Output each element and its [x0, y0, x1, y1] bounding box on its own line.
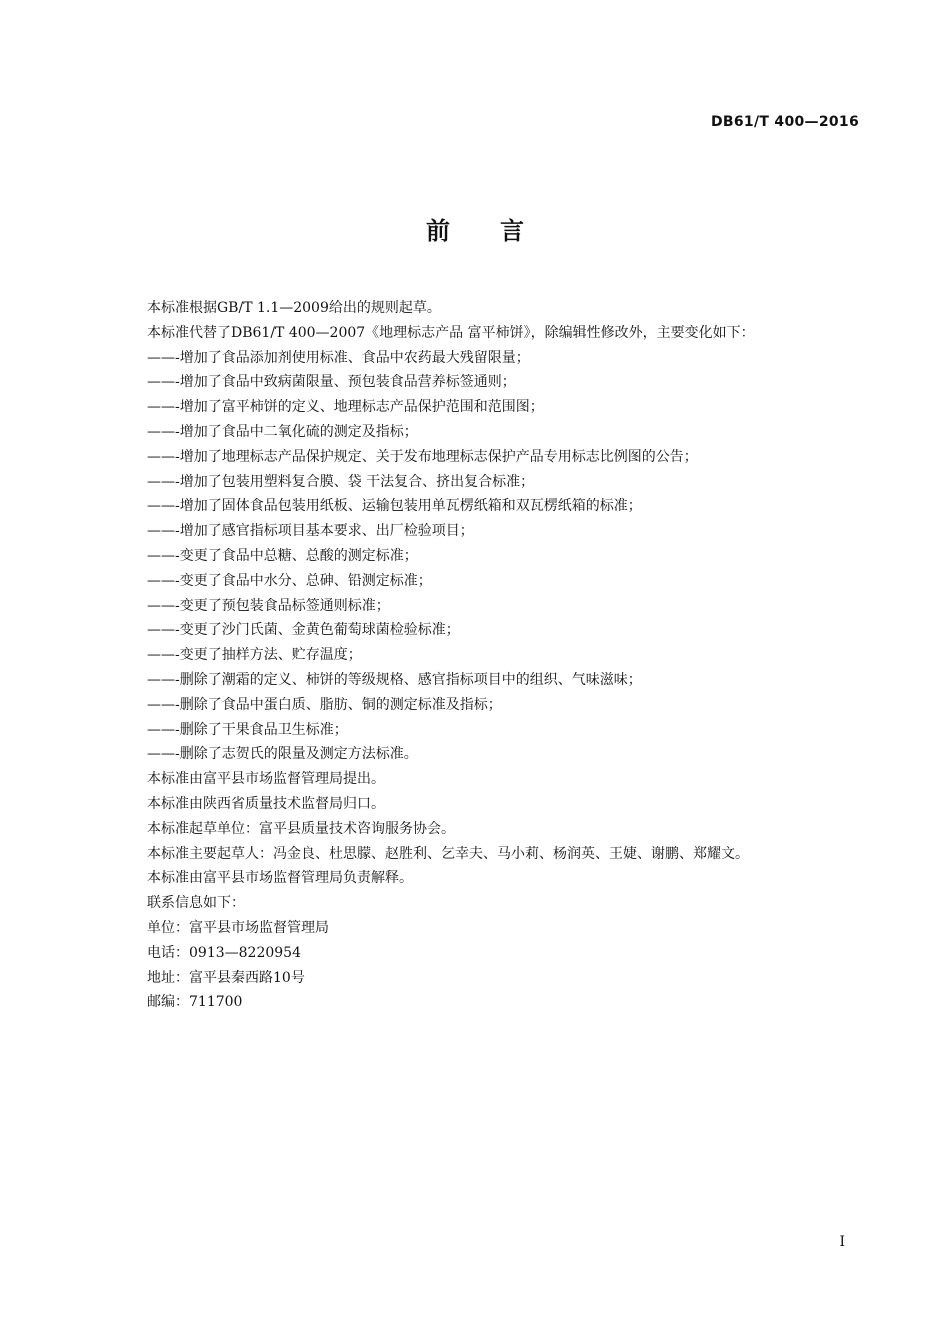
- contact-postcode: 邮编：711700: [147, 994, 243, 1011]
- list-item: ——-变更了食品中总糖、总酸的测定标准；: [147, 547, 418, 564]
- list-item: ——-删除了潮霜的定义、柿饼的等级规格、感官指标项目中的组织、气味滋味；: [147, 671, 642, 688]
- list-item: ——-变更了抽样方法、贮存温度；: [147, 647, 362, 664]
- contact-unit: 单位：富平县市场监督管理局: [147, 919, 329, 936]
- paragraph: 本标准由富平县市场监督管理局提出。: [147, 771, 385, 788]
- list-item: ——-删除了干果食品卫生标准；: [147, 721, 348, 738]
- list-item: ——-变更了食品中水分、总砷、铅测定标准；: [147, 572, 432, 589]
- paragraph: 本标准代替了DB61/T 400—2007《地理标志产品 富平柿饼》，除编辑性修改外，主要变化如下：: [147, 324, 755, 341]
- list-item: ——-增加了食品添加剂使用标准、食品中农药最大残留限量；: [147, 349, 530, 366]
- contact-address: 地址：富平县秦西路10号: [147, 969, 305, 986]
- paragraph: 本标准由陕西省质量技术监督局归口。: [147, 795, 385, 812]
- paragraph: 本标准起草单位：富平县质量技术咨询服务协会。: [147, 820, 455, 837]
- paragraph: 本标准主要起草人：冯金良、杜思朦、赵胜利、乞幸夫、马小莉、杨润英、王婕、谢鹏、郑耀文。: [147, 845, 749, 862]
- paragraph: 本标准由富平县市场监督管理局负责解释。: [147, 870, 413, 887]
- paragraph: 本标准根据GB/T 1.1—2009给出的规则起草。: [147, 300, 441, 316]
- contact-heading: 联系信息如下：: [147, 895, 245, 912]
- page-number: I: [839, 1234, 845, 1250]
- list-item: ——-增加了地理标志产品保护规定、关于发布地理标志保护产品专用标志比例图的公告；: [147, 448, 698, 465]
- page-title: 前言: [426, 217, 574, 245]
- body-text: [147, 296, 927, 1015]
- list-item: ——-变更了预包装食品标签通则标准；: [147, 597, 390, 614]
- list-item: ——-删除了志贺氏的限量及测定方法标准。: [147, 746, 418, 763]
- list-item: ——-增加了富平柿饼的定义、地理标志产品保护范围和范围图；: [147, 399, 544, 416]
- list-item: ——-增加了包装用塑料复合膜、袋 干法复合、挤出复合标准；: [147, 473, 535, 490]
- list-item: ——-增加了食品中二氧化硫的测定及指标；: [147, 423, 418, 440]
- list-item: ——-增加了感官指标项目基本要求、出厂检验项目；: [147, 523, 474, 540]
- list-item: ——-增加了食品中致病菌限量、预包装食品营养标签通则；: [147, 374, 516, 391]
- contact-phone: 电话：0913—8220954: [147, 944, 301, 961]
- standard-code: DB61/T 400—2016: [711, 114, 859, 130]
- list-item: ——-变更了沙门氏菌、金黄色葡萄球菌检验标准；: [147, 622, 460, 639]
- list-item: ——-删除了食品中蛋白质、脂肪、铜的测定标准及指标；: [147, 696, 502, 713]
- list-item: ——-增加了固体食品包装用纸板、运输包装用单瓦楞纸箱和双瓦楞纸箱的标准；: [147, 498, 642, 515]
